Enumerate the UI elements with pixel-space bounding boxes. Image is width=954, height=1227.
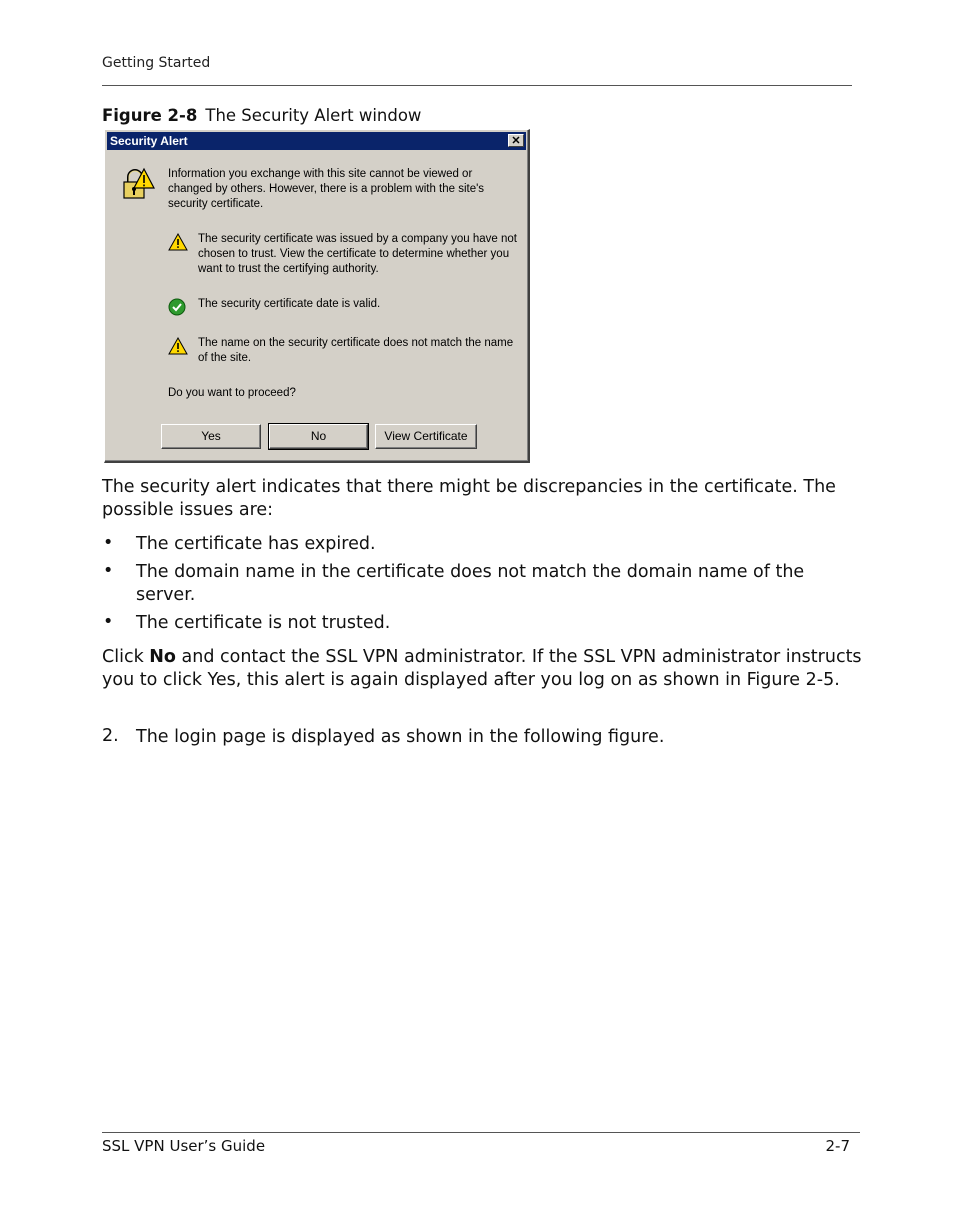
close-button[interactable]: ✕ bbox=[508, 134, 524, 147]
bullet-marker: • bbox=[103, 612, 114, 632]
step-text: The login page is displayed as shown in the following figure. bbox=[136, 727, 665, 747]
view-certificate-button[interactable]: View Certificate bbox=[375, 424, 477, 449]
page-number: 2-7 bbox=[825, 1137, 850, 1155]
intro-paragraph: The security alert indicates that there might be discrepancies in the certificate. The possible issues are: bbox=[102, 477, 836, 520]
warning-icon bbox=[168, 337, 188, 358]
bullet-marker: • bbox=[103, 533, 114, 553]
yes-button[interactable]: Yes bbox=[161, 424, 261, 449]
bullet-item: The certificate has expired. bbox=[136, 534, 376, 554]
security-alert-dialog bbox=[104, 129, 530, 463]
proceed-question: Do you want to proceed? bbox=[168, 387, 296, 399]
figure-number: Figure 2-8 bbox=[102, 106, 198, 125]
security-lock-warning-icon bbox=[119, 166, 155, 205]
figure-caption bbox=[102, 106, 421, 125]
running-header: Getting Started bbox=[102, 55, 211, 71]
step-number: 2. bbox=[102, 726, 119, 746]
click-word: Click bbox=[102, 647, 144, 667]
bullet-item: The domain name in the certificate does not match the domain name of the server. bbox=[136, 562, 805, 605]
footer-rule bbox=[102, 1132, 860, 1133]
instruction-rest: and contact the SSL VPN administrator. If the SSL VPN administrator instructs you to click Yes, this alert is again displayed after you log on as shown in Figure 2-5. bbox=[102, 647, 862, 690]
bullet-marker: • bbox=[103, 561, 114, 581]
figure-title: The Security Alert window bbox=[205, 106, 422, 125]
footer-title: SSL VPN User’s Guide bbox=[102, 1137, 266, 1155]
dialog-intro-text: Information you exchange with this site cannot be viewed or changed by others. However, there is a problem with the site's security certificate. bbox=[168, 168, 485, 210]
check-icon bbox=[168, 298, 188, 321]
issue-date-valid-text: The security certificate date is valid. bbox=[198, 298, 381, 310]
no-emphasis: No bbox=[149, 647, 176, 667]
dialog-titlebar[interactable] bbox=[107, 132, 526, 150]
header-rule bbox=[102, 85, 852, 86]
issue-untrusted-text: The security certificate was issued by a company you have not chosen to trust. View the certificate to determine whether you want to trust the certifying authority. bbox=[198, 233, 517, 275]
issue-name-mismatch-text: The name on the security certificate does not match the name of the site. bbox=[198, 337, 514, 364]
dialog-title: Security Alert bbox=[110, 134, 188, 148]
instruction-paragraph bbox=[102, 646, 862, 692]
no-button[interactable]: No bbox=[269, 424, 368, 449]
warning-icon bbox=[168, 233, 188, 254]
bullet-item: The certificate is not trusted. bbox=[136, 613, 391, 633]
